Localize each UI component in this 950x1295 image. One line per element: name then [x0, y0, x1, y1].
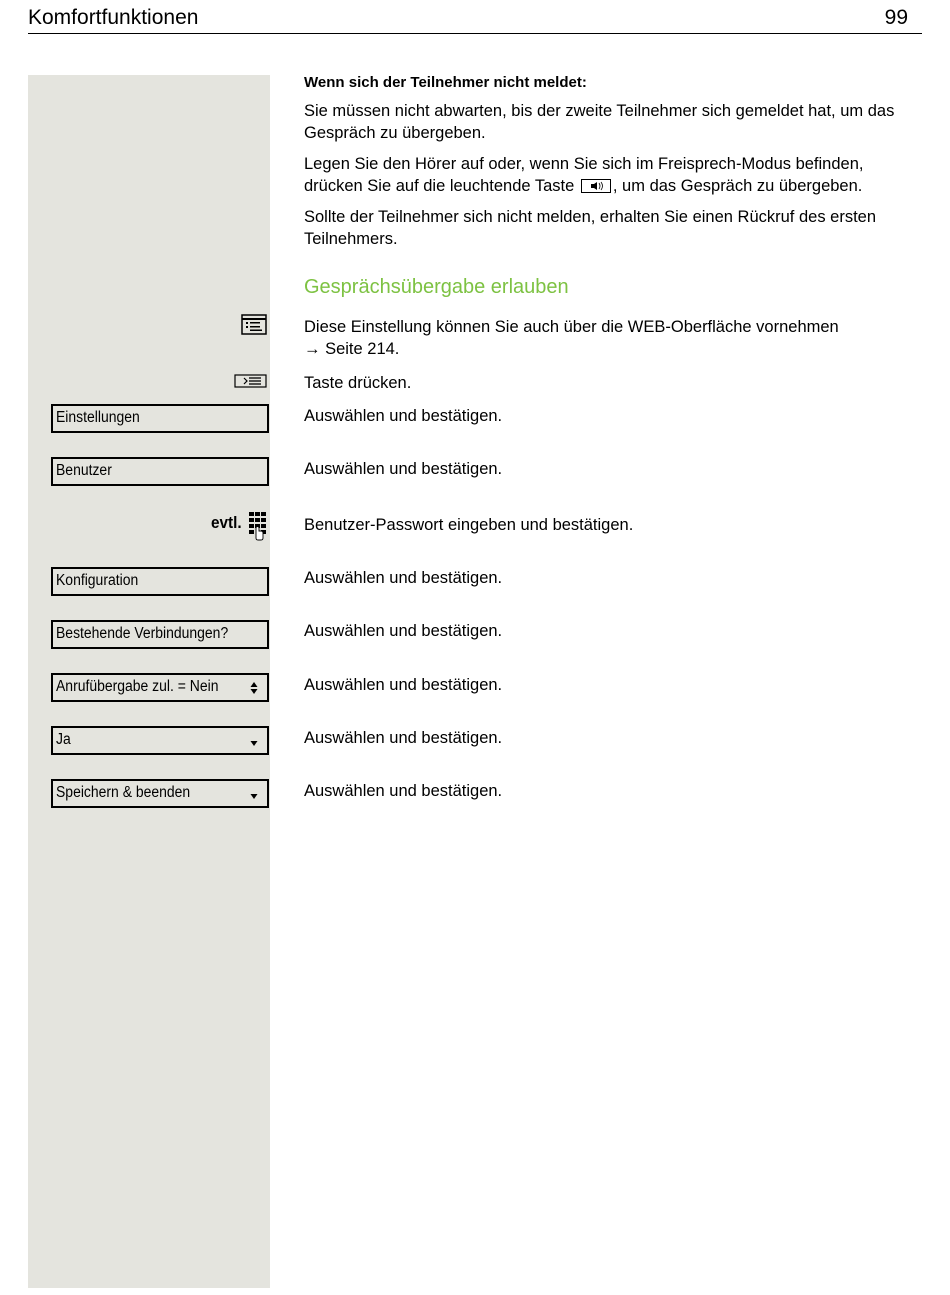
web-settings-icon [241, 314, 267, 340]
step-text: Auswählen und bestätigen. [304, 729, 503, 747]
section-heading: Gesprächsübergabe erlauben [304, 276, 569, 298]
step-text: Auswählen und bestätigen. [304, 782, 503, 800]
keypad-icon [248, 511, 268, 546]
paragraph-1: Sie müssen nicht abwarten, bis der zweite Teilnehmer sich gemeldet hat, um das Gespräch zu übergeben. [304, 102, 895, 142]
page-number: 99 [884, 6, 908, 29]
page-header [28, 0, 922, 34]
menu-item-ja[interactable]: Ja [51, 726, 269, 755]
menu-item-anrufuebergabe[interactable]: Anrufübergabe zul. = Nein [51, 673, 269, 702]
step-text: Auswählen und bestätigen. [304, 622, 503, 640]
step-text: Auswählen und bestätigen. [304, 407, 503, 425]
step-text: Auswählen und bestätigen. [304, 569, 503, 587]
menu-item-benutzer[interactable]: Benutzer [51, 457, 269, 486]
web-note: Diese Einstellung können Sie auch über die WEB-Oberfläche vornehmen → Seite 214. [304, 317, 920, 360]
password-step-text: Benutzer-Passwort eingeben und bestätigen. [304, 516, 634, 534]
speaker-key-icon [581, 179, 611, 193]
menu-item-bestehende-verbindungen[interactable]: Bestehende Verbindungen? [51, 620, 269, 649]
optional-label: evtl. [211, 513, 242, 532]
chapter-title: Komfortfunktionen [28, 6, 199, 29]
step-text: Auswählen und bestätigen. [304, 460, 503, 478]
page-reference-link[interactable]: → Seite 214. [304, 339, 400, 358]
menu-key-icon [234, 374, 267, 393]
scroll-updown-icon [249, 678, 259, 698]
step-text: Auswählen und bestätigen. [304, 676, 503, 694]
paragraph-2: Legen Sie den Hörer auf oder, wenn Sie sich im Freisprech-Modus befinden, drücken Sie auf die leuchtende Taste , um das Gespräch zu übergeben. [304, 155, 864, 195]
scroll-down-icon [249, 784, 259, 804]
scroll-down-icon [249, 731, 259, 751]
subheading: Wenn sich der Teilnehmer nicht meldet: [304, 74, 587, 91]
menu-item-konfiguration[interactable]: Konfiguration [51, 567, 269, 596]
paragraph-3: Sollte der Teilnehmer sich nicht melden, erhalten Sie einen Rückruf des ersten Teilnehmers. [304, 208, 877, 248]
key-press-text: Taste drücken. [304, 374, 412, 392]
menu-item-einstellungen[interactable]: Einstellungen [51, 404, 269, 433]
menu-item-speichern-beenden[interactable]: Speichern & beenden [51, 779, 269, 808]
